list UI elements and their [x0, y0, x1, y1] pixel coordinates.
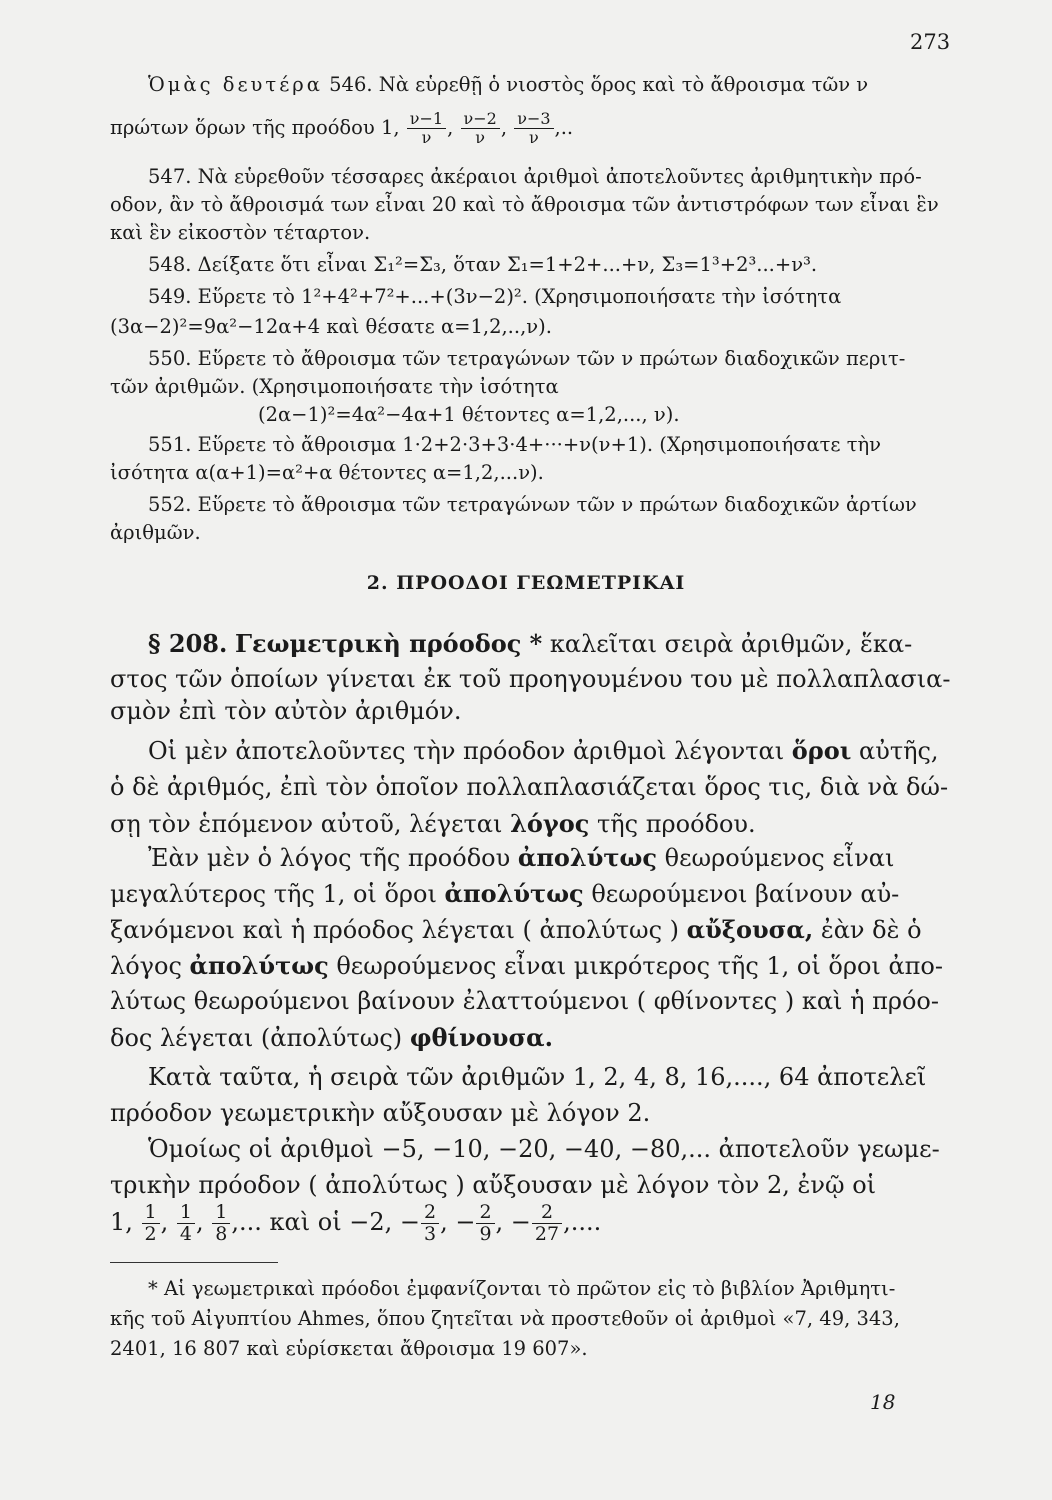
- fraction: $\frac{2}{3}$: [421, 1202, 439, 1245]
- fraction: $\frac{2}{9}$: [476, 1202, 494, 1245]
- paragraph-208-line3: σμὸν ἐπὶ τὸν αὐτὸν ἀριθμόν.: [110, 697, 462, 725]
- paragraph-4-line2: πρόοδον γεωμετρικὴν αὔξουσαν μὲ λόγον 2.: [110, 1099, 651, 1127]
- exercise-550-line1: 550. Εὕρετε τὸ ἄθροισμα τῶν τετραγώνων τῶν ν πρώτων διαδοχικῶν περιτ-: [148, 347, 906, 370]
- exercise-552-line1: 552. Εὕρετε τὸ ἄθροισμα τῶν τετραγώνων τῶν ν πρώτων διαδοχικῶν ἀρτίων: [148, 493, 917, 516]
- fraction: $\frac{1}{2}$: [142, 1202, 160, 1245]
- footnote-line1: * Αἱ γεωμετρικαὶ πρόοδοι ἐμφανίζονται τὸ πρῶτον εἰς τὸ βιβλίον Ἀριθμητι-: [148, 1277, 896, 1300]
- paragraph-5-line1: Ὁμοίως οἱ ἀριθμοὶ −5, −10, −20, −40, −80,... ἀποτελοῦν γεωμε-: [148, 1135, 940, 1163]
- page-number: 273: [910, 30, 951, 54]
- footnote-line2: κῆς τοῦ Αἰγυπτίου Ahmes, ὅπου ζητεῖται νὰ προστεθοῦν οἱ ἀριθμοὶ «7, 49, 343,: [110, 1307, 900, 1330]
- exercise-546-line1: Ὁμὰς δευτέρα 546. Νὰ εὑρεθῇ ὁ νιοστὸς ὅρος καὶ τὸ ἄθροισμα τῶν ν: [148, 73, 869, 96]
- exercise-550-line2: τῶν ἀριθμῶν. (Χρησιμοποιήσατε τὴν ἰσότητα: [110, 375, 559, 398]
- exercise-548: 548. Δείξατε ὅτι εἶναι Σ₁²=Σ₃, ὅταν Σ₁=1+2+...+ν, Σ₃=1³+2³...+ν³.: [148, 253, 818, 276]
- paragraph-3-line2: μεγαλύτερος τῆς 1, οἱ ὅροι ἀπολύτως θεωρούμενοι βαίνουν αὐ-: [110, 879, 900, 908]
- exercise-549-line2: (3α−2)²=9α²−12α+4 καὶ θέσατε α=1,2,..,ν).: [110, 315, 552, 338]
- paragraph-208-line1: § 208. Γεωμετρικὴ πρόοδος * καλεῖται σειρὰ ἀριθμῶν, ἕκα-: [148, 629, 913, 658]
- fraction: $\frac{\nu-3}{\nu}$: [514, 110, 553, 147]
- section-heading: 2. ΠΡΟΟΔΟΙ ΓΕΩΜΕΤΡΙΚΑΙ: [366, 572, 686, 594]
- exercise-552-line2: ἀριθμῶν.: [110, 521, 201, 544]
- exercise-546-line2: πρώτων ὅρων τῆς προόδου 1, $\frac{\nu-1}{\nu}$ , $\frac{\nu-2}{\nu}$ , $\frac{\nu-3}{\nu}$ ,..: [110, 109, 574, 147]
- paragraph-3-line3: ξανόμενοι καὶ ἡ πρόοδος λέγεται ( ἀπολύτως ) αὔξουσα, ἐὰν δὲ ὁ: [110, 915, 922, 944]
- exercise-547-line1: 547. Νὰ εὑρεθοῦν τέσσαρες ἀκέραιοι ἀριθμοὶ ἀποτελοῦντες ἀριθμητικὴν πρό-: [148, 165, 922, 188]
- paragraph-2-line1: Οἱ μὲν ἀποτελοῦντες τὴν πρόοδον ἀριθμοὶ λέγονται ὅροι αὐτῆς,: [148, 736, 939, 765]
- fraction: $\frac{\nu-1}{\nu}$: [407, 110, 446, 147]
- section-number: § 208.: [148, 629, 228, 658]
- paragraph-5-line3: 1, $\frac{1}{2}$ , $\frac{1}{4}$ , $\frac{1}{8}$ ,... καὶ οἱ −2, − $\frac{2}{3}$ , − $\frac{2}{9}$ , − $\frac{2}{27}$ ,....: [110, 1201, 602, 1245]
- paragraph-2-line2: ὁ δὲ ἀριθμός, ἐπὶ τὸν ὁποῖον πολλαπλασιάζεται ὅρος τις, διὰ νὰ δώ-: [110, 773, 949, 801]
- fraction: $\frac{\nu-2}{\nu}$: [461, 110, 500, 147]
- paragraph-3-line5: λύτως θεωρούμενοι βαίνουν ἐλαττούμενοι ( φθίνοντες ) καὶ ἡ πρόο-: [110, 987, 939, 1015]
- defined-term: Γεωμετρικὴ πρόοδος *: [235, 629, 543, 658]
- fraction: $\frac{1}{8}$: [212, 1202, 230, 1245]
- signature-mark: 18: [870, 1390, 896, 1414]
- paragraph-3-line1: Ἐὰν μὲν ὁ λόγος τῆς προόδου ἀπολύτως θεωρούμενος εἶναι: [148, 843, 895, 872]
- exercise-547-line2: οδον, ἂν τὸ ἄθροισμά των εἶναι 20 καὶ τὸ ἄθροισμα τῶν ἀντιστρόφων των εἶναι ἓν: [110, 193, 939, 216]
- exercise-547-line3: καὶ ἓν εἰκοστὸν τέταρτον.: [110, 221, 371, 244]
- paragraph-4-line1: Κατὰ ταῦτα, ἡ σειρὰ τῶν ἀριθμῶν 1, 2, 4, 8, 16,...., 64 ἀποτελεῖ: [148, 1063, 927, 1091]
- group-label: Ὁμὰς δευτέρα: [148, 73, 323, 96]
- exercise-551-line2: ἰσότητα α(α+1)=α²+α θέτοντες α=1,2,...ν).: [110, 461, 544, 484]
- footnote-line3: 2401, 16 807 καὶ εὑρίσκεται ἄθροισμα 19 607».: [110, 1337, 588, 1360]
- paragraph-208-line2: στος τῶν ὁποίων γίνεται ἐκ τοῦ προηγουμένου του μὲ πολλαπλασια-: [110, 665, 951, 693]
- paragraph-3-line6: δος λέγεται (ἀπολύτως) φθίνουσα.: [110, 1023, 553, 1052]
- exercise-549-line1: 549. Εὕρετε τὸ 1²+4²+7²+...+(3ν−2)². (Χρησιμοποιήσατε τὴν ἰσότητα: [148, 285, 842, 308]
- fraction: $\frac{1}{4}$: [177, 1202, 195, 1245]
- paragraph-5-line2: τρικὴν πρόοδον ( ἀπολύτως ) αὔξουσαν μὲ λόγον τὸν 2, ἐνῷ οἱ: [110, 1171, 877, 1199]
- paragraph-3-line4: λόγος ἀπολύτως θεωρούμενος εἶναι μικρότερος τῆς 1, οἱ ὅροι ἀπο-: [110, 951, 943, 980]
- footnote-rule: [110, 1262, 278, 1263]
- fraction: $\frac{2}{27}$: [532, 1202, 562, 1245]
- paragraph-2-line3: σῃ τὸν ἑπόμενον αὐτοῦ, λέγεται λόγος τῆς προόδου.: [110, 809, 756, 838]
- exercise-550-line3: (2α−1)²=4α²−4α+1 θέτοντες α=1,2,..., ν).: [258, 403, 680, 426]
- exercise-551-line1: 551. Εὕρετε τὸ ἄθροισμα 1·2+2·3+3·4+···+ν(ν+1). (Χρησιμοποιήσατε τὴν: [148, 433, 882, 456]
